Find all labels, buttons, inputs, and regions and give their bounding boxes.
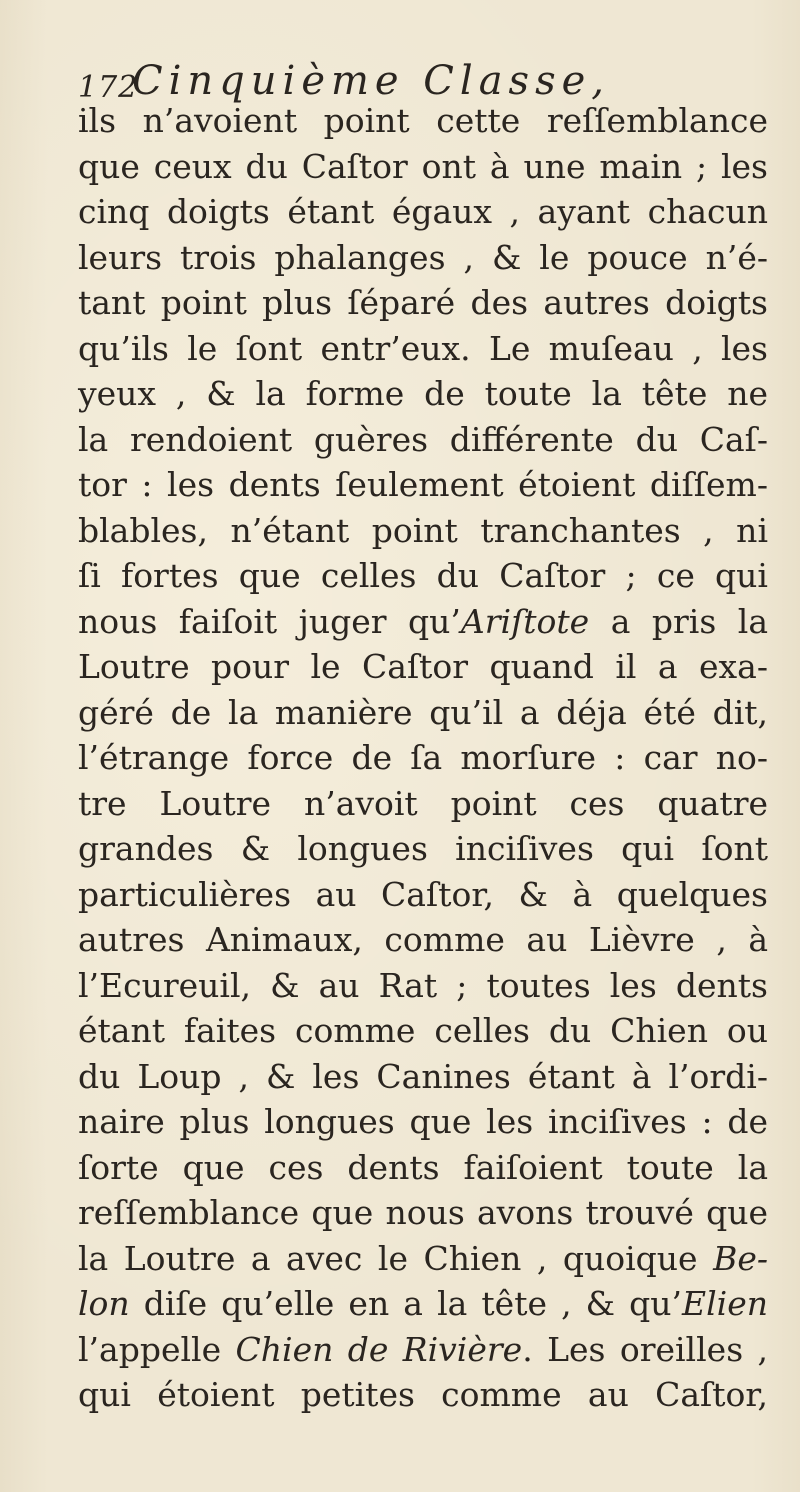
text-line: tant point plus ſéparé des autres doigts [78, 283, 768, 322]
text-line: cinq doigts étant égaux , ayant chacun [78, 192, 768, 231]
text-line: ſorte que ces dents faiſoient toute la [78, 1147, 768, 1187]
text-line: ils n’avoient point cette reſſemblance [78, 101, 768, 140]
text-line: la Loutre a avec le Chien , quoique Be- [78, 1238, 768, 1278]
text-line: reſſemblance que nous avons trouvé que [78, 1193, 768, 1232]
text-line: qui étoient petites comme au Caſtor, [78, 1375, 768, 1414]
text-line: particulières au Caſtor, & à quelques [78, 874, 768, 914]
text-line: naire plus longues que les inciſives : de [78, 1102, 768, 1141]
text-line: l’Ecureuil, & au Rat ; toutes les dents [78, 965, 768, 1005]
text-line: blables, n’étant point tranchantes , ni [78, 510, 768, 550]
text-line: tor : les dents ſeulement étoient diſſem- [78, 465, 768, 504]
text-line: l’étrange force de ſa morſure : car no- [78, 738, 768, 777]
text-line: Loutre pour le Caſtor quand il a exa- [78, 647, 768, 686]
text-line: grandes & longues inciſives qui ſont [78, 829, 768, 868]
text-line: tre Loutre n’avoit point ces quatre [78, 783, 768, 823]
text-line: lon diſe qu’elle en a la tête , & qu’Elien [78, 1284, 768, 1323]
text-line: yeux , & la forme de toute la tête ne [78, 374, 768, 413]
text-line: étant faites comme celles du Chien ou [78, 1011, 768, 1050]
text-line: leurs trois phalanges , & le pouce n’é- [78, 237, 768, 277]
text-line: qu’ils le ſont entr’eux. Le muſeau , les [78, 328, 768, 368]
page-number: 172 [78, 70, 139, 105]
text-line: que ceux du Caſtor ont à une main ; les [78, 146, 768, 186]
text-line: autres Animaux, comme au Lièvre , à [78, 920, 768, 959]
text-line: géré de la manière qu’il a déja été dit, [78, 692, 768, 732]
running-head: Cinquième Classe, [132, 58, 610, 104]
text-line: ſi fortes que celles du Caſtor ; ce qui [78, 556, 768, 595]
body-text [78, 98, 768, 1418]
text-line: l’appelle Chien de Rivière. Les oreilles , [78, 1329, 768, 1369]
text-line: du Loup , & les Canines étant à l’ordi- [78, 1056, 768, 1096]
text-line: la rendoient guères différente du Caſ- [78, 419, 768, 459]
text-line: nous faiſoit juger qu’Ariſtote a pris la [78, 601, 768, 641]
